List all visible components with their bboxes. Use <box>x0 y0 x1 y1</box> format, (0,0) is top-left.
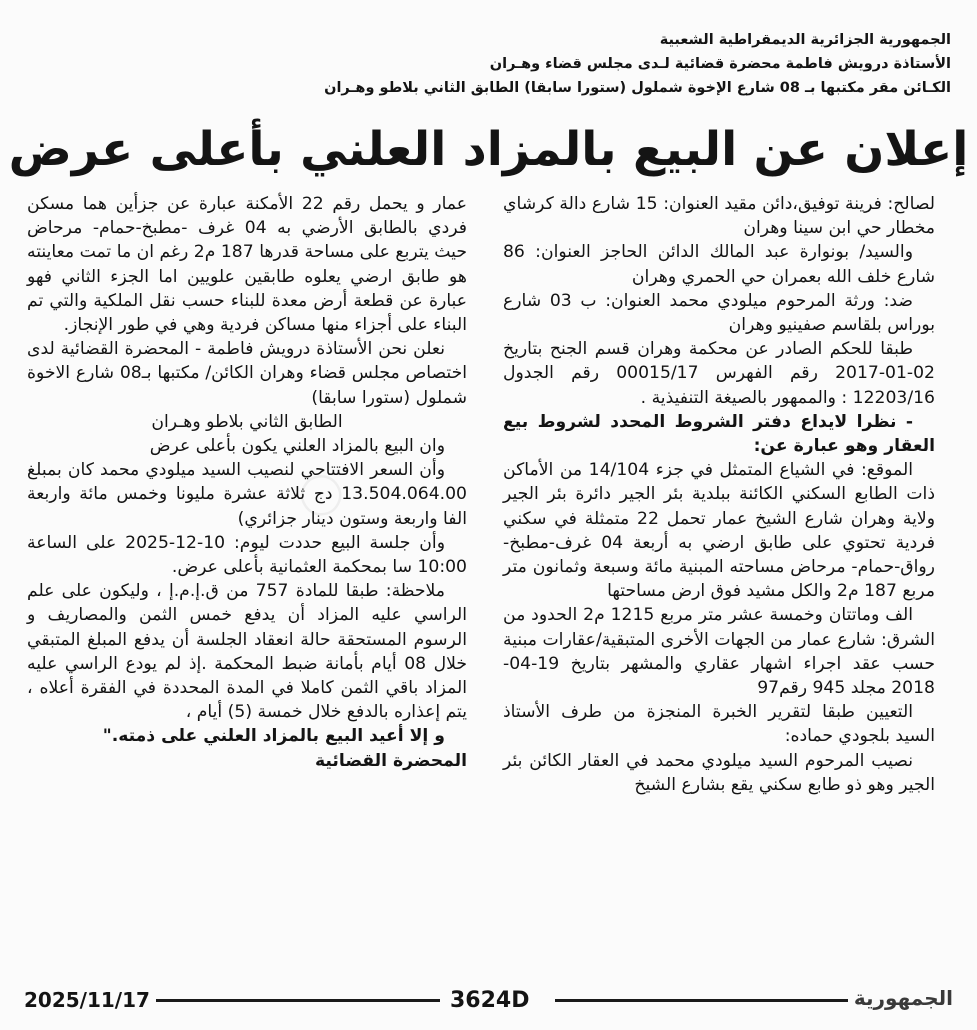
footer-rule-right <box>555 999 855 1002</box>
paragraph: وأن جلسة البيع حددت ليوم: 10-12-2025 على الساعة 10:00 سا بمحكمة العثمانية بأعلى عرض. <box>27 532 467 578</box>
paragraph: والسيد/ بونوارة عبد المالك الدائن الحاجز العنوان: 86 شارع خلف الله بعمران حي الحمري وهران <box>503 242 935 287</box>
footer-rule-left <box>150 999 440 1002</box>
footer-date: 2025/11/17 <box>18 988 156 1012</box>
paragraph: الطابق الثاني بلاطو وهـران <box>151 411 343 432</box>
paragraph: وان البيع بالمزاد العلني يكون بأعلى عرض <box>149 436 445 457</box>
watermark: ◯ <box>291 462 353 524</box>
note-paragraph: ملاحظة: طبقا للمادة 757 من ق.إ.م.إ ، وليكون على علم الراسي عليه المزاد أن يدفع خمس الثمن والمصاريف و الرسوم المستحقة حالة انعقاد الجلسة أن يدفع المبلغ المتبقي خلال 08 أيام بأمانة ضبط المحكمة .إذ لم يودع الراسي عليه المزاد باقي الثمن كاملا في المدة المحددة في الفقرة أعلاه ، يتم إعذاره بالدفع خلال خمسة (5) أيام ، <box>27 581 467 723</box>
footer <box>0 988 977 1014</box>
paragraph: نعلن نحن الأستاذة درويش فاطمة - المحضرة القضائية لدى اختصاص مجلس قضاء وهران الكائن/ مكتبها بـ08 شارع الاخوة شملول (ستورا سابقا) <box>27 339 467 408</box>
paragraph: - نظرا لايداع دفتر الشروط المحدد لشروط بيع العقار وهو عبارة عن: <box>503 411 935 457</box>
signature: المحضرة القضائية <box>314 750 467 771</box>
header-line-2: الأستاذة درويش فاطمة محضرة قضائية لـدى مجلس قضاء وهـران <box>489 56 951 72</box>
paragraph: الموقع: في الشياع المتمثل في جزء 14/104 من الأماكن ذات الطابع السكني الكائنة ببلدية بئر الجير دائرة بئر الجير ولاية وهران شارع الشيخ عمار تحمل 22 متمثلة في سكني فردية تحتوي على طابق ارضي به أربعة 04 غرف-مطبخ-رواق-حمام- مرحاض مساحته المبنية مائة وسبعة وثمانون متر مربع 187 م2 والكل مشيد فوق ارض مساحتها <box>503 460 935 602</box>
paragraph: ضد: ورثة المرحوم ميلودي محمد العنوان: ب 03 شارع بوراس بلقاسم صفينيو وهران <box>503 290 935 336</box>
left-column <box>27 192 467 773</box>
paragraph: التعيين طبقا لتقرير الخبرة المنجزة من طرف الأستاذ السيد بلجودي حماده: <box>503 702 935 747</box>
paragraph: و إلا أعيد البيع بالمزاد العلني على ذمته." <box>102 726 445 747</box>
footer-number: 3624D <box>444 988 536 1013</box>
paragraph: نصيب المرحوم السيد ميلودي محمد في العقار الكائن بئر الجير وهو ذو طابع سكني يقع بشارع الشيخ <box>503 750 935 795</box>
paragraph: طبقا للحكم الصادر عن محكمة وهران قسم الجنح بتاريخ 02-01-2017 رقم الفهرس 00015/17 رقم الجدول 12203/16 : والممهور بالصيغة التنفيذية . <box>503 339 935 408</box>
paragraph: لصالح: فرينة توفيق،دائن مقيد العنوان: 15 شارع دالة كرشاي مخطار حي ابن سينا وهران <box>503 194 935 239</box>
header <box>311 28 951 100</box>
newspaper-logo: الجمهورية <box>848 986 959 1010</box>
page-title: إعلان عن البيع بالمزاد العلني بأعلى عرض <box>8 122 969 177</box>
right-column <box>503 192 935 797</box>
paragraph: عمار و يحمل رقم 22 الأمكنة عبارة عن جزأين هما مسكن فردي بالطابق الأرضي به 04 غرف -مطبخ-حمام- مرحاض حيث يتربع على مساحة قدرها 187 م2 رغم ان ما تمت معاينته هو طابق ارضي يعلوه طابقين علويين اما الجزء الثاني فهو عبارة عن قطعة أرض معدة للبناء حسب نقل الملكية والتي تم البناء على أجزاء منها مساكن فردية وهي في طور الإنجاز. <box>27 194 467 336</box>
header-line-1: الجمهورية الجزائرية الديمقراطية الشعبية <box>659 32 951 48</box>
paragraph: وأن السعر الافتتاحي لنصيب السيد ميلودي محمد كان بمبلغ 13.504.064.00 دج ثلاثة عشرة مليونا وخمس مائة واربعة الفا واربعة وستون دينار جزائري) <box>27 460 467 529</box>
paragraph: الف وماتتان وخمسة عشر متر مربع 1215 م2 الحدود من الشرق: شارع عمار من الجهات الأخرى المتبقية/عقارات مبنية حسب عقد اجراء اشهار عقاري والمشهر بتاريخ 19-04-2018 مجلد 945 رقم97 <box>503 605 935 699</box>
header-line-3: الكـائن مقر مكتبها بـ 08 شارع الإخوة شملول (ستورا سابقا) الطابق الثاني بلاطو وهـران <box>324 80 951 96</box>
